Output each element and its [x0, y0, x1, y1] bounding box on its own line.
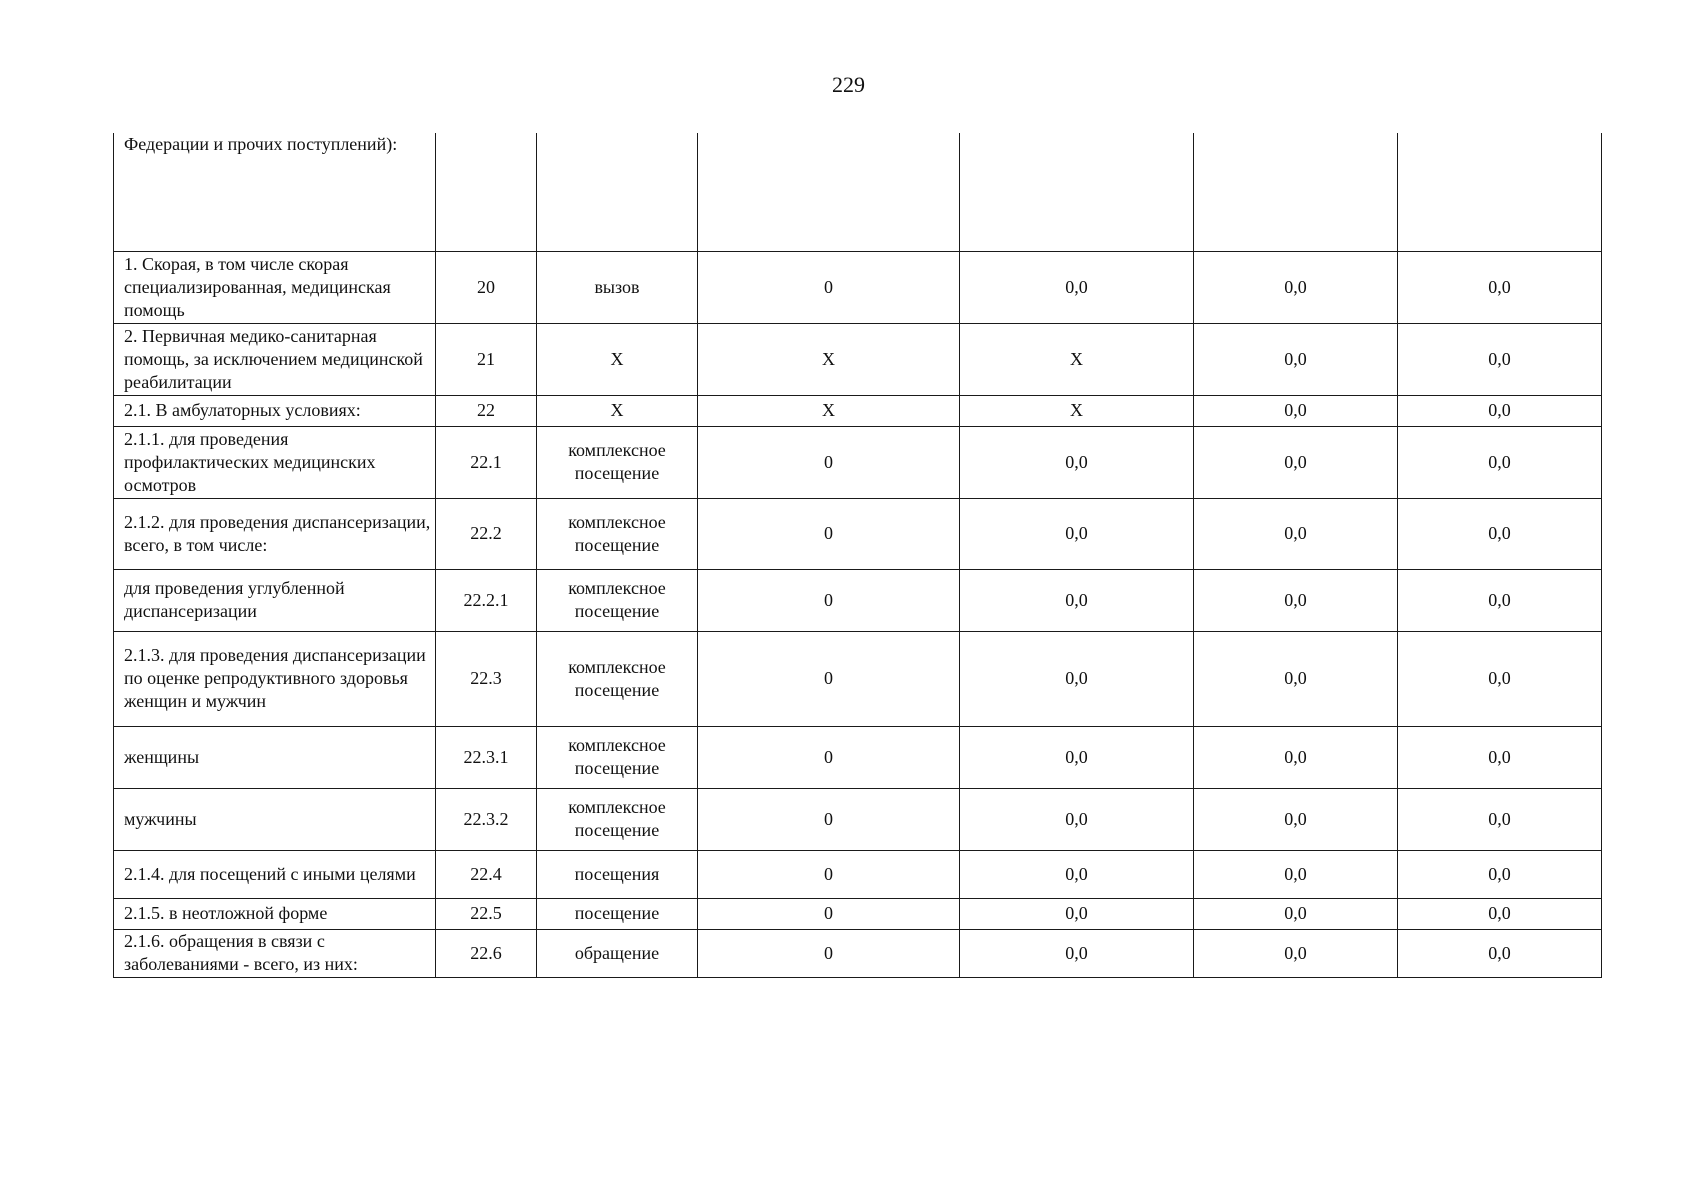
value-cell: 0,0 — [1194, 898, 1398, 929]
value-cell: 0,0 — [1398, 929, 1602, 977]
unit-cell: комплексное посещение — [537, 569, 698, 631]
value-cell: 0,0 — [960, 498, 1194, 569]
row-name-cell: 2.1.5. в неотложной форме — [114, 898, 436, 929]
value-cell: Х — [960, 323, 1194, 395]
unit-cell: обращение — [537, 929, 698, 977]
value-cell: 0,0 — [1194, 850, 1398, 898]
table-row — [114, 395, 1602, 426]
value-cell: Х — [698, 395, 960, 426]
value-cell: 0,0 — [1194, 788, 1398, 850]
value-cell: 0,0 — [1398, 395, 1602, 426]
code-cell: 21 — [436, 323, 537, 395]
unit-cell: Х — [537, 323, 698, 395]
value-cell: 0 — [698, 788, 960, 850]
row-name-cell: 1. Скорая, в том числе скорая специализированная, медицинская помощь — [114, 251, 436, 323]
unit-cell: посещения — [537, 850, 698, 898]
code-cell: 22.1 — [436, 426, 537, 498]
code-cell — [436, 133, 537, 251]
code-cell: 22.6 — [436, 929, 537, 977]
code-cell: 22 — [436, 395, 537, 426]
table-row — [114, 323, 1602, 395]
value-cell: 0,0 — [1194, 569, 1398, 631]
unit-cell: Х — [537, 395, 698, 426]
value-cell — [698, 133, 960, 251]
unit-cell: комплексное посещение — [537, 426, 698, 498]
value-cell: 0,0 — [1398, 726, 1602, 788]
unit-cell: комплексное посещение — [537, 631, 698, 726]
value-cell: 0,0 — [1398, 850, 1602, 898]
value-cell — [1398, 133, 1602, 251]
value-cell: 0,0 — [1194, 323, 1398, 395]
value-cell: 0,0 — [1194, 426, 1398, 498]
value-cell: 0 — [698, 898, 960, 929]
value-cell: Х — [960, 395, 1194, 426]
table-row — [114, 251, 1602, 323]
value-cell: Х — [698, 323, 960, 395]
unit-cell: комплексное посещение — [537, 498, 698, 569]
value-cell: 0,0 — [1398, 898, 1602, 929]
table-row — [114, 898, 1602, 929]
code-cell: 20 — [436, 251, 537, 323]
unit-cell: вызов — [537, 251, 698, 323]
table-row — [114, 631, 1602, 726]
value-cell: 0,0 — [1194, 498, 1398, 569]
value-cell: 0,0 — [960, 726, 1194, 788]
value-cell: 0,0 — [960, 426, 1194, 498]
row-name-cell: для проведения углубленной диспансеризации — [114, 569, 436, 631]
value-cell: 0 — [698, 426, 960, 498]
value-cell: 0,0 — [1398, 323, 1602, 395]
value-cell: 0,0 — [960, 251, 1194, 323]
unit-cell — [537, 133, 698, 251]
code-cell: 22.2 — [436, 498, 537, 569]
value-cell — [1194, 133, 1398, 251]
value-cell: 0,0 — [1194, 726, 1398, 788]
table-row-continuation — [114, 133, 1602, 251]
table-row — [114, 498, 1602, 569]
code-cell: 22.3 — [436, 631, 537, 726]
value-cell: 0,0 — [960, 898, 1194, 929]
value-cell: 0,0 — [960, 788, 1194, 850]
table-row — [114, 850, 1602, 898]
table-row — [114, 929, 1602, 977]
value-cell: 0,0 — [1194, 929, 1398, 977]
unit-cell: посещение — [537, 898, 698, 929]
value-cell: 0 — [698, 929, 960, 977]
code-cell: 22.3.1 — [436, 726, 537, 788]
unit-cell: комплексное посещение — [537, 788, 698, 850]
table-row — [114, 726, 1602, 788]
value-cell: 0,0 — [1398, 569, 1602, 631]
value-cell: 0,0 — [1398, 498, 1602, 569]
row-name-cell: Федерации и прочих поступлений): — [114, 133, 436, 251]
row-name-cell: женщины — [114, 726, 436, 788]
row-name-cell: 2.1.6. обращения в связи с заболеваниями - всего, из них: — [114, 929, 436, 977]
page-number: 229 — [832, 72, 865, 97]
row-name-cell: 2.1.2. для проведения диспансеризации, всего, в том числе: — [114, 498, 436, 569]
value-cell: 0 — [698, 498, 960, 569]
code-cell: 22.3.2 — [436, 788, 537, 850]
value-cell: 0,0 — [1398, 251, 1602, 323]
value-cell: 0 — [698, 631, 960, 726]
row-name-cell: 2.1. В амбулаторных условиях: — [114, 395, 436, 426]
row-name-cell: 2.1.3. для проведения диспансеризации по оценке репродуктивного здоровья женщин и мужчин — [114, 631, 436, 726]
value-cell — [960, 133, 1194, 251]
code-cell: 22.5 — [436, 898, 537, 929]
value-cell: 0,0 — [960, 569, 1194, 631]
value-cell: 0,0 — [1398, 788, 1602, 850]
value-cell: 0 — [698, 251, 960, 323]
row-name-cell: 2. Первичная медико-санитарная помощь, за исключением медицинской реабилитации — [114, 323, 436, 395]
value-cell: 0,0 — [960, 631, 1194, 726]
table-body — [114, 133, 1602, 977]
code-cell: 22.4 — [436, 850, 537, 898]
value-cell: 0,0 — [960, 929, 1194, 977]
table-row — [114, 569, 1602, 631]
data-table — [113, 133, 1602, 978]
value-cell: 0 — [698, 726, 960, 788]
value-cell: 0,0 — [1194, 395, 1398, 426]
unit-cell: комплексное посещение — [537, 726, 698, 788]
row-name-cell: 2.1.1. для проведения профилактических медицинских осмотров — [114, 426, 436, 498]
value-cell: 0,0 — [1398, 631, 1602, 726]
value-cell: 0,0 — [1194, 631, 1398, 726]
value-cell: 0,0 — [1194, 251, 1398, 323]
code-cell: 22.2.1 — [436, 569, 537, 631]
row-name-cell: мужчины — [114, 788, 436, 850]
table-row — [114, 788, 1602, 850]
value-cell: 0 — [698, 850, 960, 898]
table-row — [114, 426, 1602, 498]
value-cell: 0,0 — [960, 850, 1194, 898]
value-cell: 0 — [698, 569, 960, 631]
value-cell: 0,0 — [1398, 426, 1602, 498]
row-name-cell: 2.1.4. для посещений с иными целями — [114, 850, 436, 898]
